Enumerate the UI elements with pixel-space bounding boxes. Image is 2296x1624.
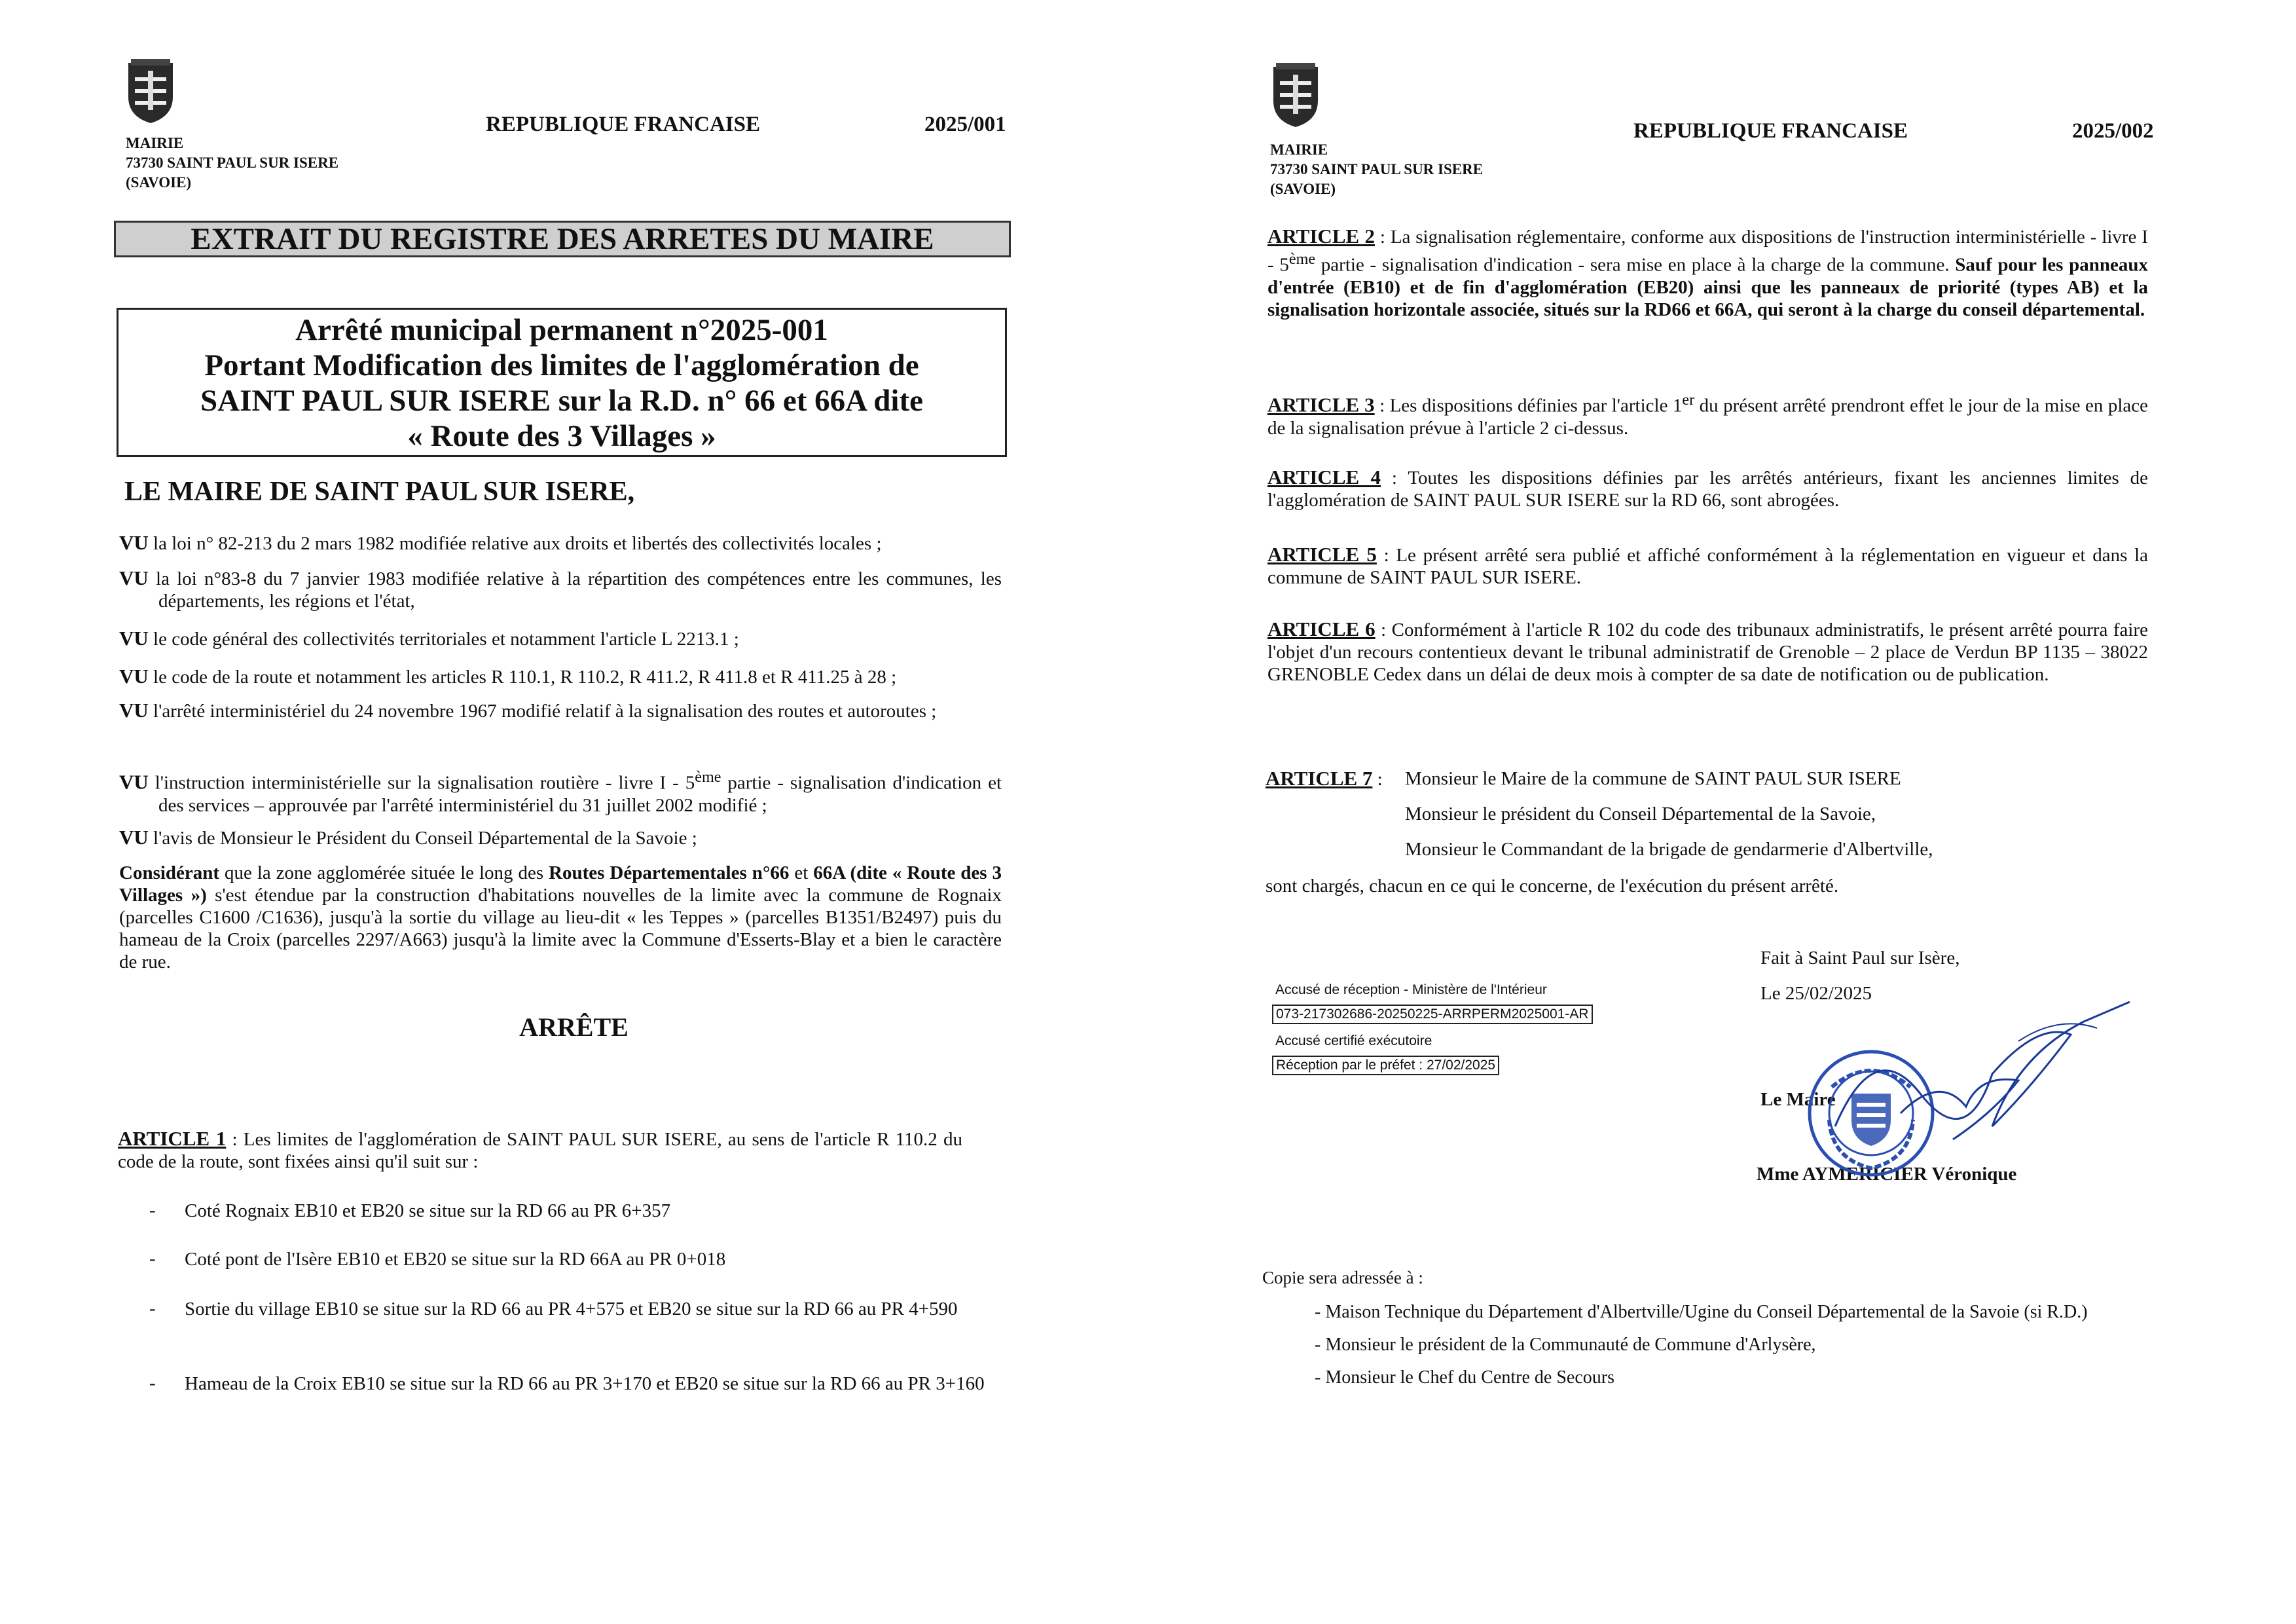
mairie-line: 73730 SAINT PAUL SUR ISERE [126,155,339,171]
copie-item: - Monsieur le président de la Communauté de Commune d'Arlysère, [1315,1335,1816,1355]
article-label: ARTICLE 6 [1267,618,1376,640]
mairie-address [126,134,338,193]
vu-item [119,766,1002,817]
article-text: : [1372,769,1383,790]
limit-item: Coté pont de l'Isère EB10 et EB20 se situe sur la RD 66A au PR 0+018 [185,1249,726,1270]
arrete-heading: ARRÊTE [519,1012,629,1042]
extrait-banner: EXTRAIT DU REGISTRE DES ARRETES DU MAIRE [114,221,1011,257]
vu-keyword: VU [119,566,149,589]
vu-item [119,699,1002,722]
republique-heading: REPUBLIQUE FRANCAISE [1633,119,1908,143]
article-text: : Les limites de l'agglomération de SAINT PAUL SUR ISERE, au sens de l'article R 110.2 du code de la route, sont fixées ainsi qu'il suit sur : [118,1129,962,1172]
vu-text: l'instruction interministérielle sur la signalisation routière - livre I - 5 [155,772,695,794]
considerant-paragraph [119,862,1002,973]
mairie-line: (SAVOIE) [1270,181,1336,197]
article-label: ARTICLE 4 [1267,466,1381,489]
article-text: partie - signalisation d'indication - sera mise en place à la charge de la commune. [1315,254,1956,276]
vu-keyword: VU [119,665,149,688]
superscript: ème [1288,250,1316,268]
article-7-line: Monsieur le président du Conseil Départemental de la Savoie, [1405,803,1876,824]
article-5 [1267,544,2148,589]
signature-date: Le 25/02/2025 [1760,983,1872,1004]
vu-keyword: VU [119,770,149,794]
bullet-dash: - [149,1298,156,1319]
considerant-text: s'est étendue par la construction d'habitations nouvelles de la limite avec la commune de Rognaix (parcelles C1600 /C1636), jusqu'à la sortie du village au lieu-dit « les Teppes » (parcelles B1351/B2497) puis du hameau de la Croix (parcelles 2297/A663) jusqu'à la limite avec la Commune d'Esserts-Blay et a bien le caractère de rue. [119,885,1002,972]
considerant-text: et [789,862,814,883]
vu-item [119,532,1002,555]
maire-heading: LE MAIRE DE SAINT PAUL SUR ISERE, [124,477,635,507]
signature-icon [1822,995,2149,1166]
article-bold: Sauf pour les panneaux d'entrée (EB10) et de fin d'agglomération (EB20) ainsi que les panneaux de priorité (types AB) et la signalisation horizontale associée, situés sur la RD66 et 66A, qui seront à la charge du conseil départemental. [1267,254,2148,320]
article-text: : Conformément à l'article R 102 du code des tribunaux administratifs, le présent arrêté pourra faire l'objet d'un recours contentieux devant le tribunal administratif de Grenoble – 2 place de Verdun BP 1135 – 38022 GRENOBLE Cedex dans un délai de deux mois à compter de sa date de notification ou de publication. [1267,619,2148,685]
vu-text: le code général des collectivités territoriales et notamment l'article L 2213.1 ; [153,629,739,650]
article-6 [1267,618,2148,686]
article-4 [1267,466,2148,511]
vu-keyword: VU [119,699,149,722]
bullet-dash: - [149,1200,156,1221]
title-line: SAINT PAUL SUR ISERE sur la R.D. n° 66 et 66A dite [200,384,923,418]
copie-item: - Maison Technique du Département d'Albertville/Ugine du Conseil Départemental de la Savoie (si R.D.) [1315,1302,2088,1322]
mairie-line: 73730 SAINT PAUL SUR ISERE [1270,161,1484,177]
article-7-heading [1266,767,1383,790]
limit-item: Hameau de la Croix EB10 se situe sur la RD 66 au PR 3+170 et EB20 se situe sur la RD 66 au PR 3+160 [185,1373,985,1394]
mairie-line: MAIRIE [1270,141,1328,158]
considerant-bold: Routes Départementales n°66 [549,862,790,883]
vu-item [119,567,1002,612]
accuse-reception-label: Accusé de réception - Ministère de l'Intérieur [1275,982,1547,997]
crest-icon [126,58,175,124]
title-line: « Route des 3 Villages » [407,419,716,453]
accuse-executoire-label: Accusé certifié exécutoire [1275,1033,1432,1048]
mairie-address [1270,140,1483,199]
article-label: ARTICLE 2 [1267,225,1376,248]
article-label: ARTICLE 7 [1266,767,1373,790]
article-7-line: Monsieur le Maire de la commune de SAINT PAUL SUR ISERE [1405,768,1901,789]
article-text: : Toutes les dispositions définies par les arrêtés antérieurs, fixant les anciennes limites de l'agglomération de SAINT PAUL SUR ISERE sur la RD 66, sont abrogées. [1267,468,2148,511]
article-1 [118,1128,962,1173]
fait-a: Fait à Saint Paul sur Isère, [1760,948,1960,969]
crest-icon [1271,62,1321,128]
mairie-line: MAIRIE [126,135,184,151]
vu-keyword: VU [119,627,149,650]
right-page [1148,0,2296,1624]
bullet-dash: - [149,1373,156,1393]
reception-prefet: Réception par le préfet : 27/02/2025 [1272,1056,1499,1075]
title-line: Portant Modification des limites de l'agglomération de [204,348,919,382]
considerant-keyword: Considérant [119,862,220,883]
article-text: : La signalisation réglementaire, conforme aux dispositions de l'instruction interministérielle - livre I - 5 [1267,227,2148,276]
arrete-number: 2025/001 [924,113,1006,136]
bullet-dash: - [149,1248,156,1269]
vu-text: la loi n°83-8 du 7 janvier 1983 modifiée relative à la répartition des compétences entre les communes, les départements, les régions et l'état, [156,568,1002,612]
arrete-title-box [117,308,1007,457]
vu-text: le code de la route et notamment les articles R 110.1, R 110.2, R 411.2, R 411.8 et R 411.25 à 28 ; [153,667,897,688]
vu-text: partie - signalisation d'indication et des services – approuvée par l'arrêté interministériel du 31 juillet 2002 modifié ; [158,772,1002,816]
vu-item [119,627,1002,650]
maire-name: Mme AYMERICIER Véronique [1757,1164,2017,1185]
article-text: du présent arrêté prendront effet le jour de la mise en place de la signalisation prévue à l'article 2 ci-dessus. [1267,395,2148,439]
mairie-line: (SAVOIE) [126,174,192,191]
maire-role: Le Maire [1760,1089,1836,1110]
superscript: ème [695,768,721,786]
accuse-reference: 073-217302686-20250225-ARRPERM2025001-AR [1272,1005,1593,1024]
article-2 [1267,225,2148,321]
title-line: Arrêté municipal permanent n°2025-001 [295,313,828,347]
vu-item [119,665,1002,688]
limit-item: Sortie du village EB10 se situe sur la RD 66 au PR 4+575 et EB20 se situe sur la RD 66 au PR 4+590 [185,1299,958,1320]
limit-item: Coté Rognaix EB10 et EB20 se situe sur la RD 66 au PR 6+357 [185,1200,671,1221]
considerant-bold: 66A (dite « Route des 3 Villages ») [119,862,1002,906]
vu-item [119,826,1002,849]
article-label: ARTICLE 3 [1267,393,1375,416]
vu-text: l'arrêté interministériel du 24 novembre 1967 modifié relatif à la signalisation des routes et autoroutes ; [153,701,937,722]
republique-heading: REPUBLIQUE FRANCAISE [486,113,760,136]
copie-item: - Monsieur le Chef du Centre de Secours [1315,1367,1614,1388]
vu-text: l'avis de Monsieur le Président du Conseil Départemental de la Savoie ; [153,828,697,849]
superscript: er [1682,391,1695,409]
article-7-line: Monsieur le Commandant de la brigade de gendarmerie d'Albertville, [1405,839,1933,860]
article-text: : Les dispositions définies par l'article 1 [1374,395,1683,416]
article-3 [1267,389,2148,439]
article-7-closing: sont chargés, chacun en ce qui le concerne, de l'exécution du présent arrêté. [1266,876,1839,896]
considerant-text: que la zone agglomérée située le long des [219,862,549,883]
vu-keyword: VU [119,531,149,554]
copie-heading: Copie sera adressée à : [1262,1268,1423,1287]
vu-text: la loi n° 82-213 du 2 mars 1982 modifiée relative aux droits et libertés des collectivités locales ; [153,533,882,554]
article-label: ARTICLE 5 [1267,543,1377,566]
article-label: ARTICLE 1 [118,1127,227,1150]
arrete-number: 2025/002 [2072,119,2154,143]
article-text: : Le présent arrêté sera publié et affiché conformément à la réglementation en vigueur et dans la commune de SAINT PAUL SUR ISERE. [1267,545,2148,588]
vu-keyword: VU [119,826,149,849]
